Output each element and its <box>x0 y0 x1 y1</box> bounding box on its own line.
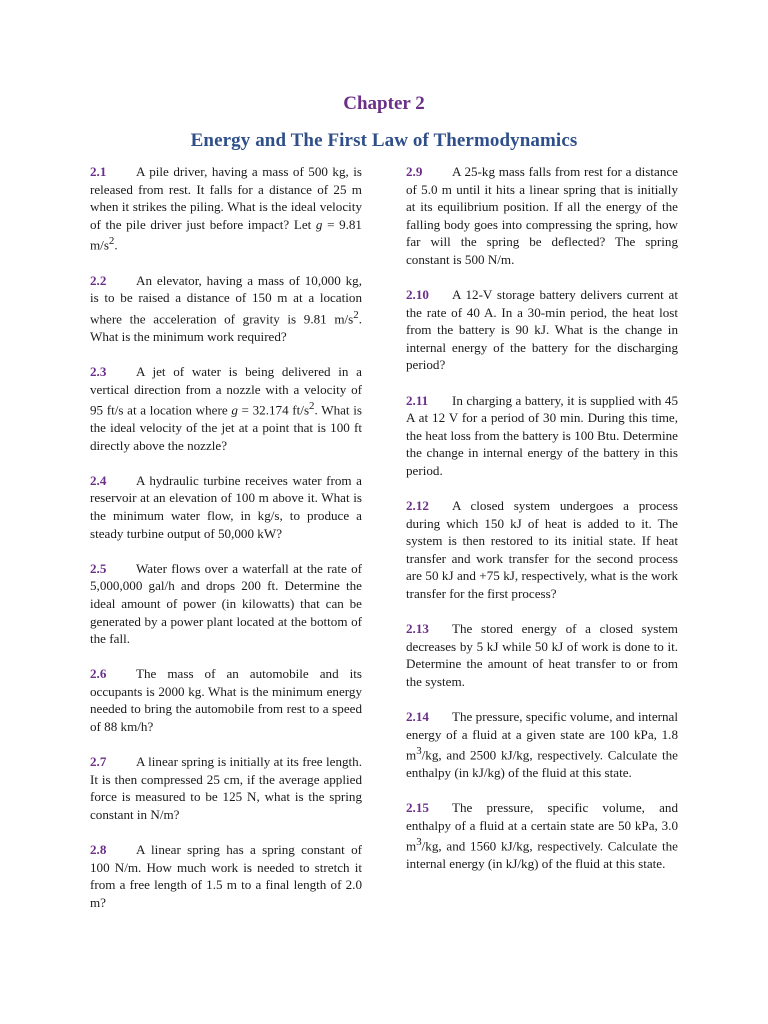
problem-text: An elevator, having a mass of 10,000 kg, is to be raised a distance of 150 m at a location where the acceleration of gravity is 9.81 m/s <box>90 272 362 327</box>
problem-number: 2.15 <box>406 800 429 816</box>
right-column <box>406 163 678 890</box>
chapter-title: Energy and The First Law of Thermodynamics <box>190 130 578 151</box>
problem-number: 2.13 <box>406 621 429 637</box>
problem-number: 2.1 <box>90 164 107 179</box>
problem-2-14 <box>406 708 678 782</box>
problem-text: A linear spring has a spring constant of 100 N/m. How much work is needed to stretch it from a free length of 1.5 m to a final length of 2.0 m? <box>90 841 362 910</box>
problem-number: 2.3 <box>90 364 107 380</box>
math-variable: g <box>231 402 238 418</box>
problem-text: A pile driver, having a mass of 500 kg, is released from rest. It falls for a distance of 25 m when it strikes the piling. What is the ideal velocity of the pile driver just before impact? Let <box>90 164 362 232</box>
problem-number: 2.7 <box>90 754 107 770</box>
superscript: 2 <box>108 235 115 248</box>
problem-text-tail: /kg, and 1560 kJ/kg, respectively. Calculate the internal energy (in kJ/kg) of the fluid at this state. <box>406 838 678 872</box>
superscript: 3 <box>416 836 422 849</box>
problem-text: A hydraulic turbine receives water from a reservoir at an elevation of 100 m above it. What is the minimum water flow, in kg/s, to produce a steady turbine output of 50,000 kW? <box>90 472 362 541</box>
problem-text: Water flows over a waterfall at the rate of 5,000,000 gal/h and drops 200 ft. Determine the ideal amount of power (in kilowatts) that can be generated by a power plant located at the bottom of the fall. <box>90 560 362 647</box>
superscript: 2 <box>353 309 359 322</box>
problem-text: The stored energy of a closed system decreases by 5 kJ while 50 kJ of work is done to it. Determine the amount of heat transfer to or from the system. <box>406 621 678 689</box>
superscript: 2 <box>309 400 315 413</box>
problem-2-12 <box>406 497 678 603</box>
problem-number: 2.2 <box>90 272 107 288</box>
problem-number: 2.14 <box>406 708 429 724</box>
problem-2-5 <box>90 560 362 648</box>
problem-text: A 25-kg mass falls from rest for a distance of 5.0 m until it hits a linear spring that is initially at its equilibrium position. If all the energy of the falling body goes into compressing the spring, how far will the spring be deflected? The spring constant is 500 N/m. <box>406 164 678 267</box>
problem-number: 2.4 <box>90 472 107 488</box>
problem-text-cont: = 9.81 m/s <box>90 216 362 253</box>
problem-2-3 <box>90 363 362 454</box>
problem-text: A 12-V storage battery delivers current at the rate of 40 A. In a 30-min period, the heat lost from the battery is 90 kJ. What is the change in internal energy of the battery for the discharging period? <box>406 287 678 373</box>
problem-text: The pressure, specific volume, and internal energy of a fluid at a given state are 100 kPa, 1.8 m <box>406 708 678 763</box>
problem-text-tail: . What is the ideal velocity of the jet at a point that is 100 ft directly above the nozzle? <box>90 402 362 453</box>
math-variable: g <box>315 216 323 232</box>
problem-2-11 <box>406 392 678 480</box>
problem-2-7 <box>90 753 362 823</box>
problem-text: A linear spring is initially at its free length. It is then compressed 25 cm, if the average applied force is measured to be 125 N, what is the spring constant in N/m? <box>90 754 362 822</box>
problem-2-10 <box>406 286 678 374</box>
problem-text: In charging a battery, it is supplied with 45 A at 12 V for a period of 30 min. During this time, the heat loss from the battery is 100 Btu. Determine the change in internal energy of the battery in this period. <box>406 392 678 478</box>
problem-number: 2.6 <box>90 666 107 682</box>
problem-number: 2.5 <box>90 560 107 576</box>
problem-2-2 <box>90 272 362 346</box>
problem-text-tail: . What is the minimum work required? <box>90 311 362 344</box>
superscript: 3 <box>416 745 422 758</box>
chapter-label: Chapter 2 <box>343 93 425 114</box>
problem-number: 2.9 <box>406 164 423 179</box>
problem-2-15 <box>406 799 678 873</box>
problem-text-tail: . <box>114 237 118 253</box>
problem-2-8 <box>90 841 362 911</box>
problem-text: A jet of water is being delivered in a vertical direction from a nozzle with a velocity of 95 ft/s at a location where <box>90 364 362 418</box>
problem-text: The mass of an automobile and its occupants is 2000 kg. What is the minimum energy needed to bring the automobile from rest to a speed of 88 km/h? <box>90 666 362 735</box>
problem-text-cont: = 32.174 ft/s <box>237 402 310 418</box>
problem-2-1 <box>90 163 362 254</box>
problem-number: 2.10 <box>406 287 429 303</box>
problem-number: 2.8 <box>90 841 107 857</box>
problem-text: The pressure, specific volume, and enthalpy of a fluid at a certain state are 50 kPa, 3.0 m <box>406 800 678 854</box>
problem-2-4 <box>90 472 362 542</box>
problem-2-9 <box>406 163 678 269</box>
problem-text: A closed system undergoes a process during which 150 kJ of heat is added to it. The system is then restored to its initial state. If heat transfer and work transfer for the second process are 50 kJ and +75 kJ, respectively, what is the work transfer for the first process? <box>406 498 678 601</box>
problem-text-tail: /kg, and 2500 kJ/kg, respectively. Calculate the enthalpy (in kJ/kg) of the fluid at this state. <box>406 747 678 781</box>
problem-number: 2.12 <box>406 498 429 513</box>
problem-number: 2.11 <box>406 392 429 408</box>
left-column <box>90 163 362 929</box>
problem-2-13 <box>406 620 678 690</box>
problem-2-6 <box>90 665 362 735</box>
